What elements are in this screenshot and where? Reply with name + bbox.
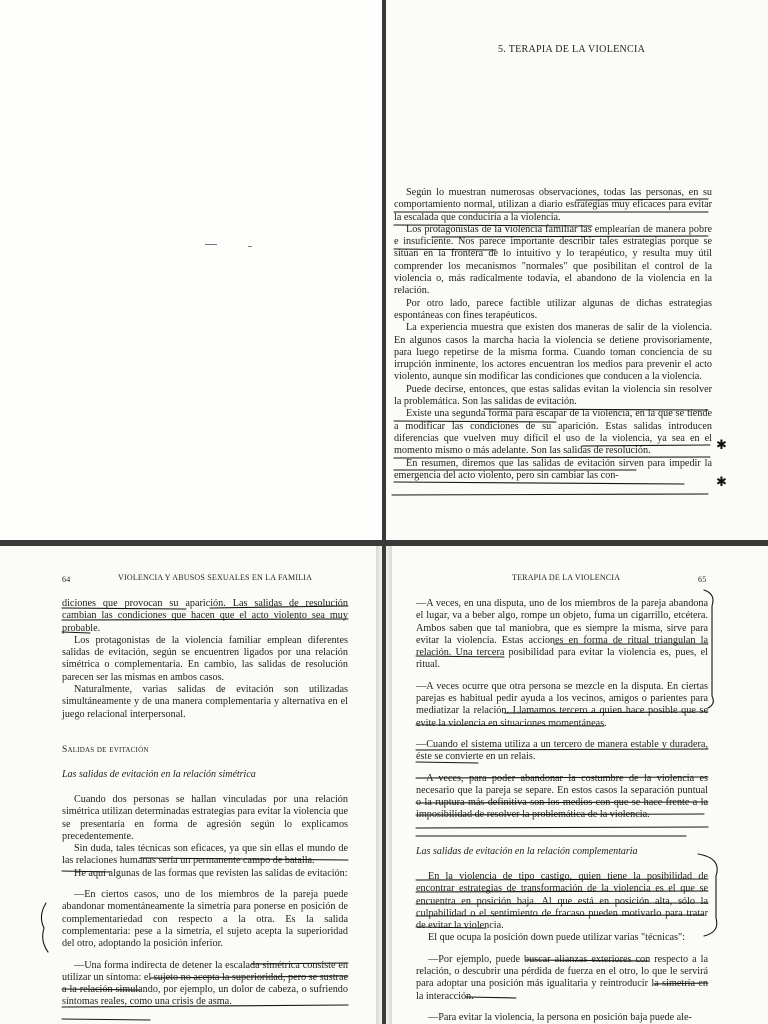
page-bottom-right [386, 546, 768, 1024]
book-gutter [386, 546, 392, 1024]
running-head: TERAPIA DE LA VIOLENCIA [512, 573, 621, 582]
subsection-heading: Las salidas de evitación en la relación simétrica [62, 769, 256, 780]
paragraph: En resumen, diremos que las salidas de evitación sirven para impedir la emergencia del acto violento, pero sin cambiar las con- [394, 457, 712, 481]
paragraph: —A veces, en una disputa, uno de los miembros de la pareja abandona el lugar, va a beber algo, rompe un objeto, fuma un cigarrillo, etcétera. Ambos saben que tal maniobra, que es siempre la misma, sirve para evitar la violencia. Estas acciones en forma de ritual triangulan la relación. Una tercera posibilidad para evitar la violencia es, pues, el ritual. [416, 598, 708, 671]
page-bottom-left [0, 546, 382, 1024]
paragraph: Sin duda, tales técnicas son eficaces, ya que sin ellas el mundo de las relaciones humanas sería un permanente campo de batalla. [62, 843, 348, 867]
paragraph: —Para evitar la violencia, la persona en posición baja puede ale- [428, 1011, 692, 1023]
paragraph: —En ciertos casos, uno de los miembros de la pareja puede abandonar momentáneamente la simetría para ponerse en posición de complementariedad con respecto a la otra. Es la salida complementaria: pese a la simetría, el sujeto acepta la superioridad del otro, adoptando la posición inferior. [62, 889, 348, 950]
paragraph: Naturalmente, varias salidas de evitación son utilizadas simultáneamente y de una manera complementaria y alternativa en el juego relacional interpersonal. [62, 684, 348, 720]
paragraph: Los protagonistas de la violencia familiar las emplearían de manera pobre e insuficiente. Nos parece importante describir tales estrategias porque se sitúan en la frontera de lo intuitivo y lo terapéutico, y resulta muy útil comprender los mecanismos "normales" que posibilitan el control de la violencia o, más radicalmente todavía, el abandono de la violencia en la relación. [394, 223, 712, 297]
section-heading: Salidas de evitación [62, 745, 149, 755]
paragraph: Puede decirse, entonces, que estas salidas evitan la violencia sin resolver la problemática. Son las salidas de evitación. [394, 383, 712, 408]
chapter-title: 5. TERAPIA DE LA VIOLENCIA [498, 44, 646, 55]
asterisk-margin-mark: ✱ [716, 437, 727, 452]
page-number: 65 [698, 575, 707, 584]
paragraph: Según lo muestran numerosas observaciones, todas las personas, en su comportamiento normal, utilizan a diario estrategias muy eficaces para evitar la escalada que conduciría a la violencia. [394, 187, 712, 223]
paragraph: Los protagonistas de la violencia familiar emplean diferentes salidas de evitación, según se encuentren ligados por una relación simétrica o complementaria. En cambio, las salidas de resolución parecen ser las mismas en ambos casos. [62, 634, 348, 683]
handwritten-underlines [0, 546, 382, 1024]
paragraph: He aquí algunas de las formas que revisten las salidas de evitación: [74, 867, 348, 879]
handwritten-underlines [386, 0, 768, 540]
page-top-right [386, 0, 768, 540]
paragraph: La experiencia muestra que existen dos maneras de salir de la violencia. En algunos casos la marcha hacia la violencia se detiene provisoriamente, para luego repetirse de la misma forma. Cuando toman conciencia de su irrupción inminente, los actores encuentran los medios para prevenir el acto violento, aunque sin modificar las condiciones que conducen a la violencia. [394, 322, 712, 383]
paragraph: Existe una segunda forma para escapar de la violencia, en la que se tiende a modificar las condiciones de su aparición. Estas salidas introducen diferencias que vuelven muy difícil el uso de la violencia, ya sea en el momento mismo o más adelante. Son las salidas de resolución. [394, 408, 712, 457]
handwritten-underlines [386, 546, 768, 1024]
paragraph: —A veces ocurre que otra persona se mezcle en la disputa. En ciertas parejas es habitual pedir ayuda a los vecinos, amigos o parientes para mediatizar la relación. Llamamos tercero a quien hace posible que se evite la violencia en situaciones momentáneas. [416, 680, 708, 729]
book-gutter [376, 546, 382, 1024]
paragraph: El que ocupa la posición down puede utilizar varias "técnicas": [428, 932, 685, 944]
asterisk-margin-mark: ✱ [716, 474, 727, 489]
paragraph: En la violencia de tipo castigo, quien tiene la posibilidad de encontrar estrategias de transformación de la violencia es el que se encuentra en posición baja. Al que está en posición alta, sólo la culpabilidad o el sentimiento de fracaso pueden motivarlo para tratar de evitar la violencia. [416, 871, 708, 932]
blank-page-top-left [0, 0, 382, 540]
paragraph: diciones que provocan su aparición. Las salidas de resolución cambian las condiciones que hacen que el acto violento sea muy probable. [62, 598, 348, 634]
paragraph: Por otro lado, parece factible utilizar algunas de dichas estrategias espontáneas con fines terapéuticos. [394, 297, 712, 321]
paragraph: —Por ejemplo, puede buscar alianzas exteriores con respecto a la relación, o descubrir una pérdida de fuerza en el otro, lo que le servirá para adoptar una posición más igualitaria y reintroducir la simetría en la interacción. [416, 953, 708, 1002]
page-number: 64 [62, 575, 71, 584]
subsection-heading: Las salidas de evitación en la relación complementaria [416, 846, 638, 857]
paragraph: Cuando dos personas se hallan vinculadas por una relación simétrica utilizan determinadas estrategias para evitar la violencia que se presentaría en forma de agresión según lo explicamos precedentemente. [62, 794, 348, 842]
scan-speck [205, 244, 217, 245]
paragraph: —Una forma indirecta de detener la escalada simétrica consiste en utilizar un síntoma: el sujeto no acepta la superioridad, pero se sustrae a la relación simulando, por ejemplo, un dolor de cabeza, o sufriendo síntomas reales, como una crisis de asma. [62, 959, 348, 1008]
running-head: VIOLENCIA Y ABUSOS SEXUALES EN LA FAMILIA [118, 573, 313, 582]
paragraph: —Cuando el sistema utiliza a un tercero de manera estable y duradera, éste se convierte en un relais. [416, 738, 708, 763]
scan-speck [248, 246, 252, 247]
paragraph: —A veces, para poder abandonar la costumbre de la violencia es necesario que la pareja se separe. En estos casos la separación puntual o la ruptura más definitiva son los medios con que se hace frente a la imposibilidad de resolver la problemática de la violencia. [416, 772, 708, 821]
